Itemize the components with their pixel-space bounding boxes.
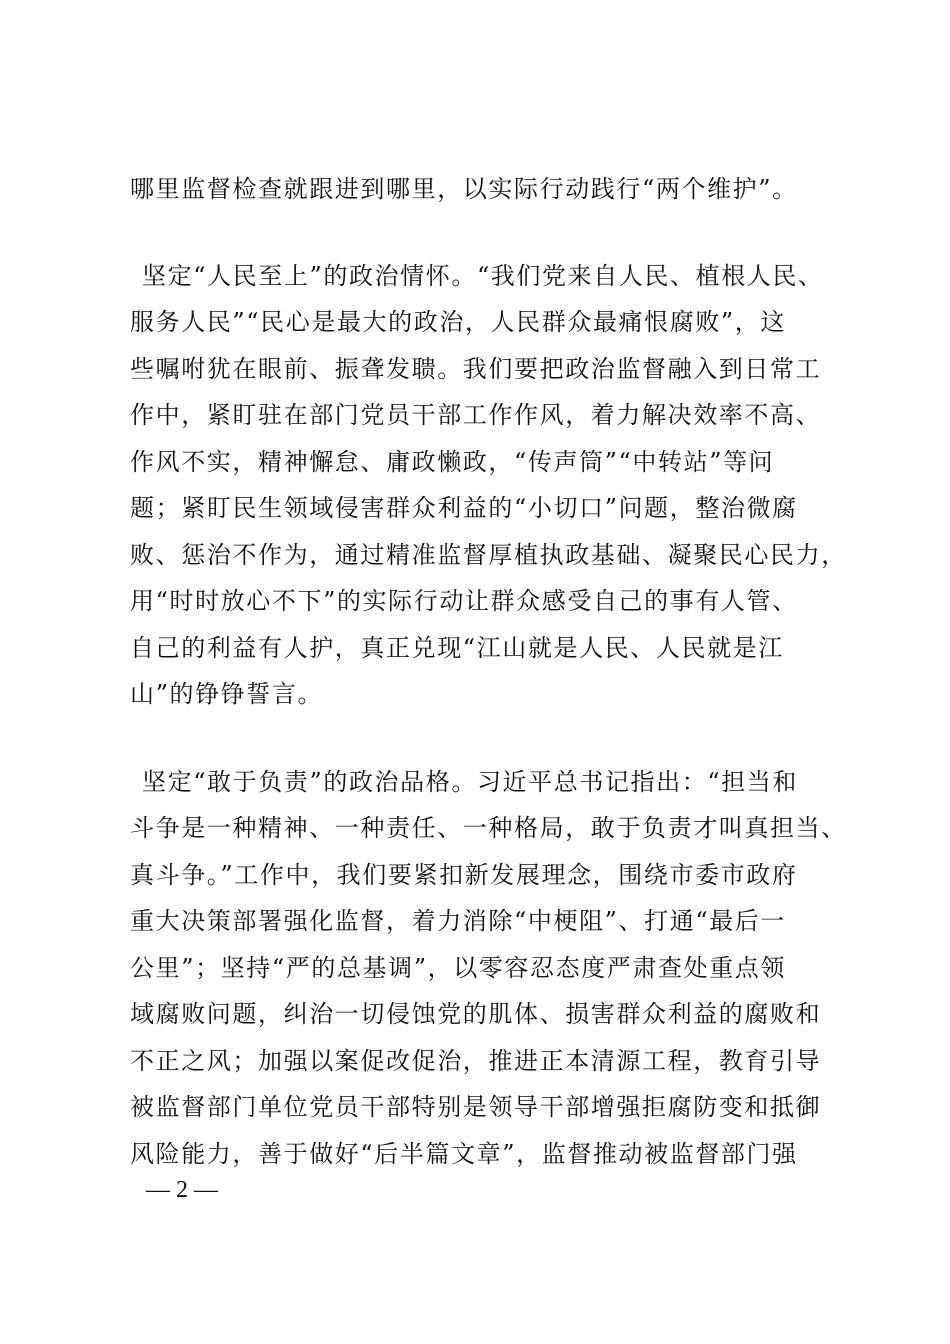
page-number: — 2 — (146, 1177, 218, 1203)
paragraph-2-line-6: 题；紧盯民生领域侵害群众利益的“小切口”问题，整治微腐 (130, 494, 798, 522)
paragraph-3-line-3: 真斗争。”工作中，我们要紧扣新发展理念，围绕市委市政府 (130, 861, 798, 889)
paragraph-2-line-9: 自己的利益有人护，真正兑现“江山就是人民、人民就是江 (130, 634, 784, 662)
paragraph-3-line-8: 被监督部门单位党员干部特别是领导干部增强拒腐防变和抵御 (130, 1093, 822, 1121)
paragraph-3-line-6: 域腐败问题，纠治一切侵蚀党的肌体、损害群众利益的腐败和 (130, 1000, 822, 1028)
paragraph-3-line-9: 风险能力，善于做好“后半篇文章”，监督推动被监督部门强 (130, 1140, 798, 1168)
paragraph-3-line-2: 斗争是一种精神、一种责任、一种格局，敢于负责才叫真担当、 (130, 814, 847, 842)
paragraph-3-line-1: 坚定“敢于负责”的政治品格。习近平总书记指出：“担当和 (142, 768, 799, 796)
paragraph-2-line-1: 坚定“人民至上”的政治情怀。“我们党来自人民、植根人民、 (142, 262, 824, 290)
paragraph-3-line-4: 重大决策部署强化监督，着力消除“中梗阻”、打通“最后一 (130, 907, 787, 935)
paragraph-2-line-10: 山”的铮铮誓言。 (130, 680, 324, 708)
paragraph-2-line-5: 作风不实，精神懈怠、庸政懒政，“传声筒”“中转站”等问 (130, 448, 775, 476)
paragraph-3-line-7: 不正之风；加强以案促改促治，推进正本清源工程，教育引导 (130, 1047, 822, 1075)
paragraph-2-line-8: 用“时时放心不下”的实际行动让群众感受自己的事有人管、 (130, 587, 798, 615)
paragraph-3-line-5: 公里”；坚持“严的总基调”，以零容忍态度严肃查处重点领 (130, 954, 787, 982)
paragraph-2-line-4: 作中，紧盯驻在部门党员干部工作作风，着力解决效率不高、 (130, 401, 822, 429)
paragraph-2-line-7: 败、惩治不作为，通过精准监督厚植执政基础、凝聚民心民力， (130, 541, 847, 569)
paragraph-1-line-1: 哪里监督检查就跟进到哪里，以实际行动践行“两个维护”。 (130, 175, 798, 203)
paragraph-2-line-2: 服务人民”“民心是最大的政治，人民群众最痛恨腐败”，这 (130, 308, 787, 336)
paragraph-2-line-3: 些嘱咐犹在眼前、振聋发聩。我们要把政治监督融入到日常工 (130, 355, 822, 383)
